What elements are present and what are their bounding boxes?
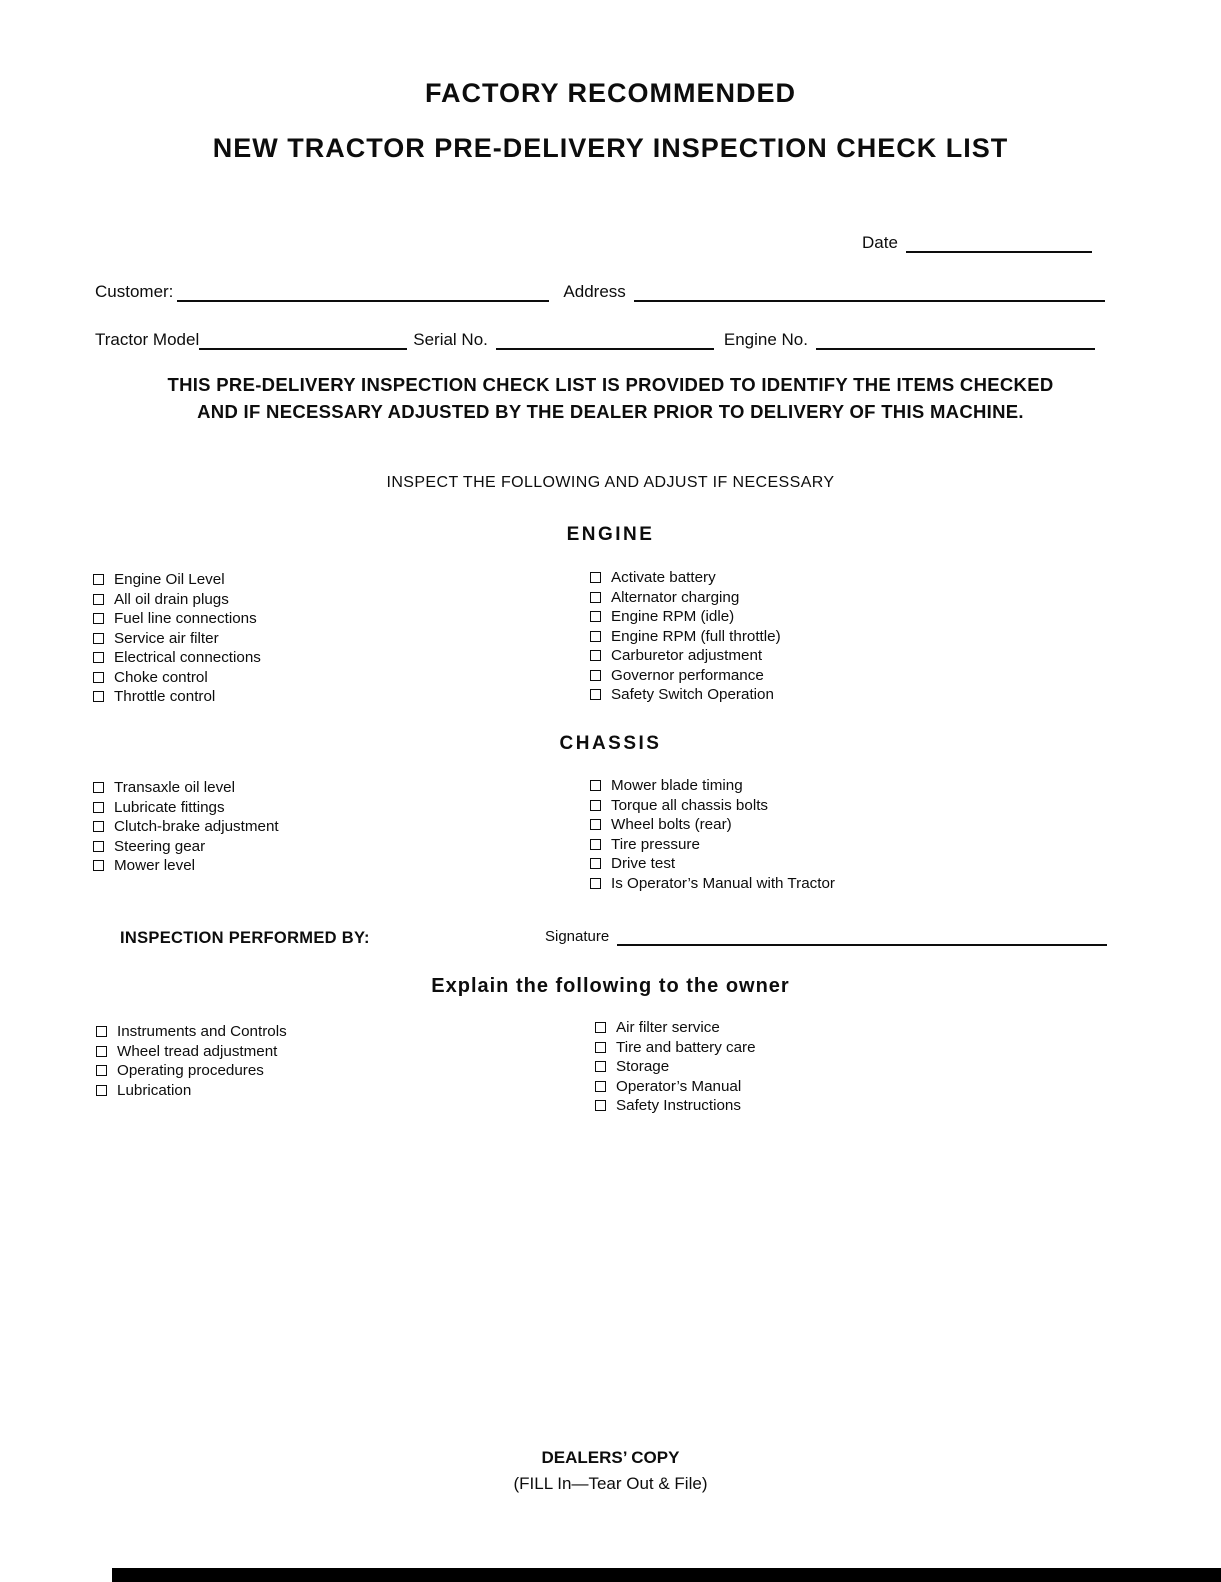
- check-item: [93, 798, 279, 818]
- checkbox-icon[interactable]: [595, 1100, 606, 1111]
- check-item-label: Transaxle oil level: [114, 779, 235, 797]
- signature-input-line[interactable]: [617, 926, 1107, 946]
- engine-checklist-left: [93, 570, 261, 707]
- signature-field-row: [545, 926, 1107, 946]
- check-item-label: Choke control: [114, 668, 208, 686]
- checkbox-icon[interactable]: [93, 633, 104, 644]
- checkbox-icon[interactable]: [96, 1085, 107, 1096]
- tractor-model-input-line[interactable]: [199, 330, 407, 350]
- checkbox-icon[interactable]: [96, 1065, 107, 1076]
- serial-no-input-line[interactable]: [496, 330, 714, 350]
- check-item-label: Throttle control: [114, 688, 216, 706]
- date-field-row: [862, 233, 1092, 253]
- date-input-line[interactable]: [906, 233, 1092, 253]
- engine-no-input-line[interactable]: [816, 330, 1095, 350]
- footer-instructions: (FILL In—Tear Out & File): [513, 1474, 708, 1493]
- engine-section-heading: ENGINE: [566, 524, 655, 545]
- checkbox-icon[interactable]: [93, 613, 104, 624]
- check-item-label: Activate battery: [611, 569, 716, 587]
- address-label: Address: [563, 282, 626, 301]
- check-item: [93, 590, 261, 610]
- check-item: [93, 609, 261, 629]
- check-item: [590, 588, 781, 608]
- check-item-label: Mower level: [114, 857, 196, 875]
- check-item: [590, 666, 781, 686]
- check-item: [590, 568, 781, 588]
- check-item-label: Tire pressure: [611, 835, 700, 853]
- check-item-label: Safety Switch Operation: [611, 686, 774, 704]
- tractor-model-label: Tractor Model: [95, 330, 200, 349]
- checkbox-icon[interactable]: [93, 672, 104, 683]
- inspection-performed-by-label: INSPECTION PERFORMED BY:: [120, 929, 370, 947]
- customer-input-line[interactable]: [177, 282, 549, 302]
- checkbox-icon[interactable]: [595, 1042, 606, 1053]
- check-item-label: All oil drain plugs: [114, 590, 229, 608]
- inspect-heading: INSPECT THE FOLLOWING AND ADJUST IF NECESSARY: [386, 474, 835, 491]
- check-item: [590, 646, 781, 666]
- check-item: [93, 837, 279, 857]
- explain-checklist-right: [595, 1018, 756, 1116]
- check-item: [93, 778, 279, 798]
- check-item: [590, 835, 835, 855]
- date-label: Date: [862, 233, 898, 252]
- check-item-label: Wheel bolts (rear): [611, 816, 732, 834]
- check-item-label: Engine RPM (full throttle): [611, 627, 781, 645]
- check-item: [93, 817, 279, 837]
- checkbox-icon[interactable]: [590, 572, 601, 583]
- page-title: FACTORY RECOMMENDED: [424, 78, 797, 108]
- check-item: [590, 627, 781, 647]
- checkbox-icon[interactable]: [93, 821, 104, 832]
- checkbox-icon[interactable]: [96, 1046, 107, 1057]
- checkbox-icon[interactable]: [595, 1061, 606, 1072]
- chassis-section-heading: CHASSIS: [559, 733, 662, 754]
- check-item: [595, 1057, 756, 1077]
- check-item: [590, 815, 835, 835]
- scan-edge-bar: [112, 1568, 1221, 1582]
- signature-label: Signature: [545, 928, 610, 945]
- check-item-label: Clutch-brake adjustment: [114, 818, 279, 836]
- check-item-label: Instruments and Controls: [117, 1023, 287, 1041]
- page-subtitle: NEW TRACTOR PRE-DELIVERY INSPECTION CHECK LIST: [212, 133, 1009, 163]
- check-item: [590, 776, 835, 796]
- customer-label: Customer:: [95, 282, 174, 301]
- check-item-label: Operating procedures: [117, 1062, 264, 1080]
- engine-checklist-right: [590, 568, 781, 705]
- customer-field-row: [95, 282, 1105, 302]
- check-item-label: Wheel tread adjustment: [117, 1042, 278, 1060]
- check-item-label: Engine Oil Level: [114, 571, 225, 589]
- check-item: [93, 668, 261, 688]
- tractor-field-row: [95, 330, 1095, 350]
- checkbox-icon[interactable]: [590, 819, 601, 830]
- checkbox-icon[interactable]: [93, 860, 104, 871]
- address-input-line[interactable]: [634, 282, 1105, 302]
- notice-line-1: THIS PRE-DELIVERY INSPECTION CHECK LIST IS PROVIDED TO IDENTIFY THE ITEMS CHECKED: [167, 374, 1054, 395]
- explain-checklist-left: [96, 1022, 287, 1100]
- notice-line-2: AND IF NECESSARY ADJUSTED BY THE DEALER PRIOR TO DELIVERY OF THIS MACHINE.: [197, 401, 1024, 422]
- checkbox-icon[interactable]: [96, 1026, 107, 1037]
- check-item: [590, 796, 835, 816]
- check-item-label: Lubrication: [117, 1081, 192, 1099]
- check-item-label: Storage: [616, 1058, 670, 1076]
- check-item: [595, 1038, 756, 1058]
- check-item: [96, 1022, 287, 1042]
- check-item-label: Torque all chassis bolts: [611, 796, 769, 814]
- footer-dealers-copy: DEALERS’ COPY: [541, 1448, 680, 1467]
- check-item: [595, 1096, 756, 1116]
- checkbox-icon[interactable]: [93, 782, 104, 793]
- checkbox-icon[interactable]: [590, 592, 601, 603]
- checkbox-icon[interactable]: [93, 652, 104, 663]
- check-item-label: Carburetor adjustment: [611, 647, 763, 665]
- serial-no-label: Serial No.: [413, 330, 488, 349]
- checkbox-icon[interactable]: [93, 841, 104, 852]
- checkbox-icon[interactable]: [93, 802, 104, 813]
- checkbox-icon[interactable]: [590, 878, 601, 889]
- check-item-label: Electrical connections: [114, 649, 261, 667]
- check-item: [590, 685, 781, 705]
- chassis-checklist-left: [93, 778, 279, 876]
- checkbox-icon[interactable]: [590, 858, 601, 869]
- checkbox-icon[interactable]: [590, 611, 601, 622]
- check-item: [595, 1018, 756, 1038]
- check-item: [96, 1061, 287, 1081]
- checkbox-icon[interactable]: [590, 650, 601, 661]
- checkbox-icon[interactable]: [590, 780, 601, 791]
- check-item-label: Lubricate fittings: [114, 798, 225, 816]
- check-item: [93, 687, 261, 707]
- check-item: [96, 1042, 287, 1062]
- checkbox-icon[interactable]: [93, 691, 104, 702]
- check-item: [590, 854, 835, 874]
- check-item-label: Service air filter: [114, 629, 219, 647]
- check-item-label: Operator’s Manual: [616, 1077, 742, 1095]
- checkbox-icon[interactable]: [595, 1081, 606, 1092]
- check-item-label: Steering gear: [114, 837, 206, 855]
- check-item: [590, 607, 781, 627]
- check-item-label: Mower blade timing: [611, 777, 743, 795]
- check-item: [595, 1077, 756, 1097]
- check-item-label: Safety Instructions: [616, 1097, 741, 1115]
- chassis-checklist-right: [590, 776, 835, 893]
- checkbox-icon[interactable]: [590, 689, 601, 700]
- check-item: [93, 570, 261, 590]
- check-item-label: Tire and battery care: [616, 1038, 756, 1056]
- checkbox-icon[interactable]: [93, 574, 104, 585]
- check-item: [93, 856, 279, 876]
- explain-section-heading: Explain the following to the owner: [431, 975, 790, 997]
- check-item-label: Air filter service: [616, 1019, 720, 1037]
- engine-no-label: Engine No.: [723, 330, 808, 349]
- check-item-label: Alternator charging: [611, 588, 740, 606]
- check-item: [590, 874, 835, 894]
- check-item-label: Fuel line connections: [114, 610, 257, 628]
- checkbox-icon[interactable]: [590, 839, 601, 850]
- check-item-label: Drive test: [611, 855, 676, 873]
- checkbox-icon[interactable]: [590, 670, 601, 681]
- checkbox-icon[interactable]: [93, 594, 104, 605]
- check-item: [93, 648, 261, 668]
- check-item-label: Is Operator’s Manual with Tractor: [611, 874, 835, 892]
- checkbox-icon[interactable]: [595, 1022, 606, 1033]
- check-item-label: Engine RPM (idle): [611, 608, 735, 626]
- checkbox-icon[interactable]: [590, 800, 601, 811]
- checkbox-icon[interactable]: [590, 631, 601, 642]
- check-item-label: Governor performance: [611, 666, 764, 684]
- check-item: [93, 629, 261, 649]
- check-item: [96, 1081, 287, 1101]
